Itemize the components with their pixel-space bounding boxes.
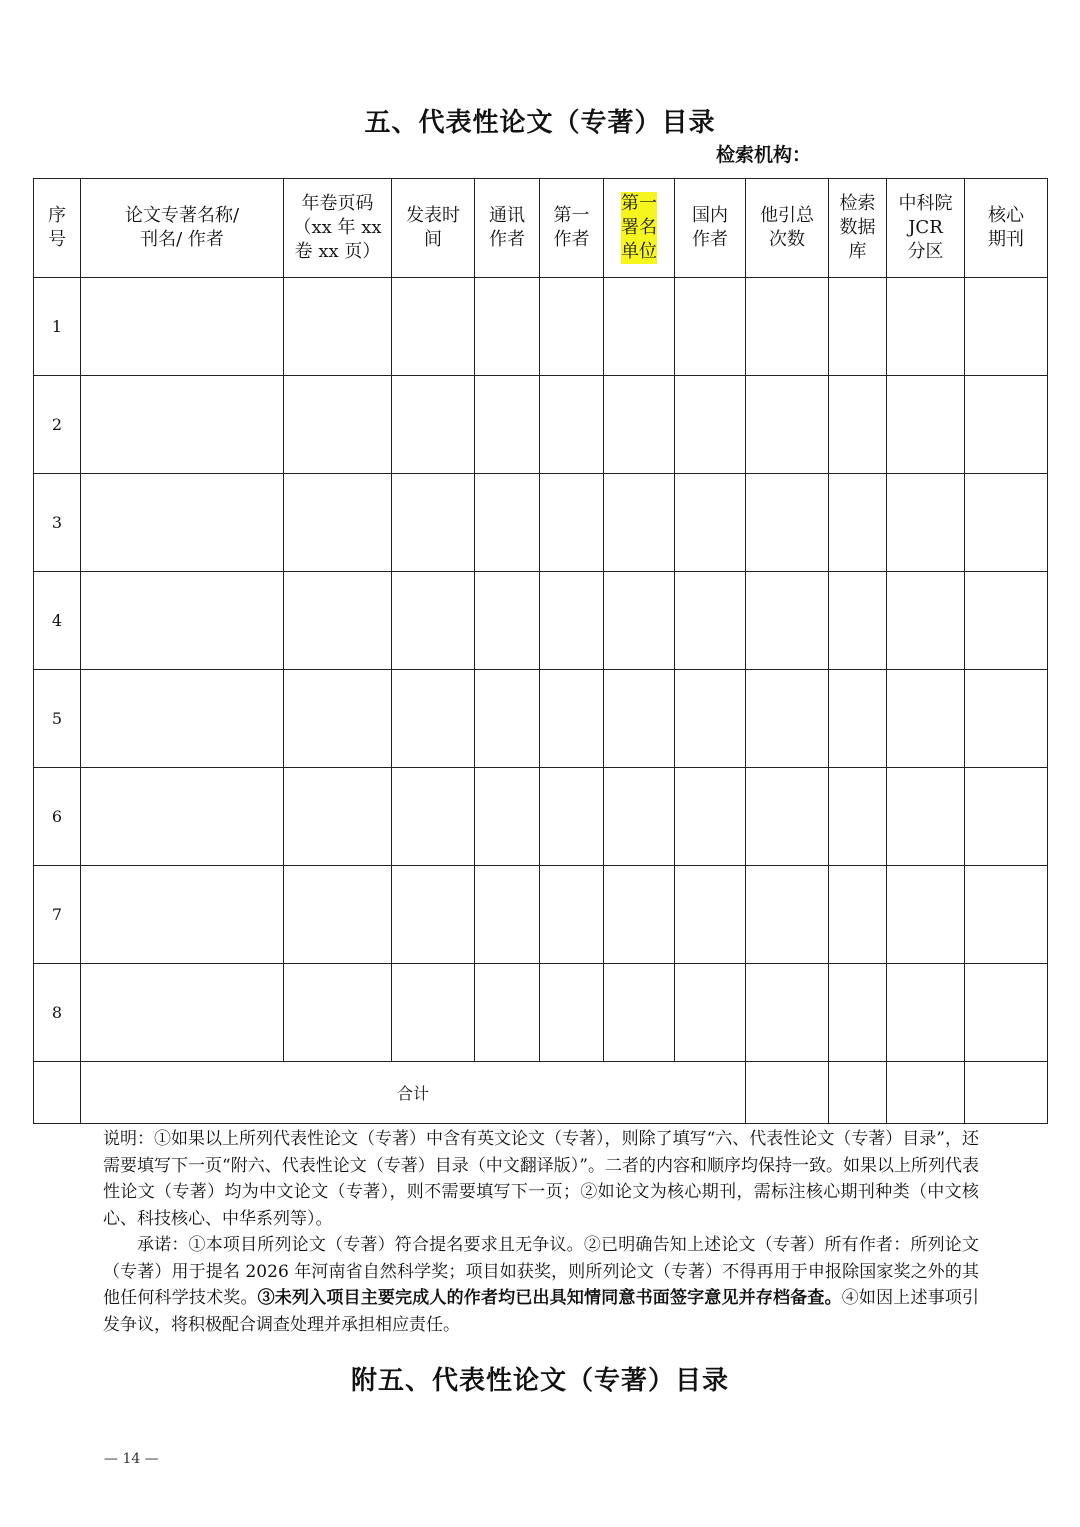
header-core-journal: 核心 期刊 <box>965 179 1048 278</box>
table-cell[interactable] <box>475 964 540 1062</box>
promise-text-3: ④如因上述事项引发争议，将积极配合调查处理并承担相应责任。 <box>103 1288 980 1335</box>
table-cell[interactable] <box>829 866 887 964</box>
table-cell[interactable] <box>887 474 965 572</box>
table-cell[interactable] <box>81 278 284 376</box>
table-row <box>34 278 1048 376</box>
promise-text-bold: ③未列入项目主要完成人的作者均已出具知情同意书面签字意见并存档备查。 <box>257 1288 842 1308</box>
table-cell[interactable] <box>81 474 284 572</box>
table-cell[interactable] <box>284 572 392 670</box>
table-cell[interactable] <box>540 474 604 572</box>
table-cell[interactable] <box>284 278 392 376</box>
header-corresponding-author: 通讯 作者 <box>475 179 540 278</box>
table-row <box>34 376 1048 474</box>
table-cell[interactable] <box>604 474 675 572</box>
table-cell[interactable] <box>604 768 675 866</box>
table-cell[interactable] <box>604 670 675 768</box>
row-number: 6 <box>34 768 81 866</box>
table-cell[interactable] <box>965 964 1048 1062</box>
header-database: 检索 数据 库 <box>829 179 887 278</box>
table-cell[interactable] <box>81 572 284 670</box>
table-cell[interactable] <box>887 768 965 866</box>
table-cell[interactable] <box>475 866 540 964</box>
table-cell[interactable] <box>887 670 965 768</box>
search-agency-label: 检索机构： <box>716 144 812 166</box>
table-cell[interactable] <box>475 376 540 474</box>
row-number: 8 <box>34 964 81 1062</box>
notes-section <box>103 1126 979 1338</box>
header-seq: 序 号 <box>34 179 81 278</box>
table-cell[interactable] <box>746 768 829 866</box>
table-cell[interactable] <box>475 768 540 866</box>
papers-table <box>33 178 1048 1124</box>
header-publish-time: 发表时 间 <box>392 179 475 278</box>
table-cell[interactable] <box>965 768 1048 866</box>
table-cell[interactable] <box>81 964 284 1062</box>
table-cell[interactable] <box>675 572 746 670</box>
table-cell[interactable] <box>829 572 887 670</box>
table-cell[interactable] <box>284 376 392 474</box>
table-cell[interactable] <box>675 278 746 376</box>
table-cell[interactable] <box>965 572 1048 670</box>
table-cell[interactable] <box>965 474 1048 572</box>
table-cell[interactable] <box>675 474 746 572</box>
total-cell[interactable] <box>829 1062 887 1124</box>
table-body <box>34 278 1048 1124</box>
table-cell[interactable] <box>392 866 475 964</box>
page-title: 五、代表性论文（专著）目录 <box>364 108 716 138</box>
header-domestic-author: 国内 作者 <box>675 179 746 278</box>
table-cell[interactable] <box>829 768 887 866</box>
table-cell[interactable] <box>675 670 746 768</box>
header-title: 论文专著名称/ 刊名/ 作者 <box>81 179 284 278</box>
table-cell[interactable] <box>965 670 1048 768</box>
highlighted-header: 第一 署名 单位 <box>621 193 657 262</box>
table-cell <box>34 1062 81 1124</box>
table-cell[interactable] <box>604 278 675 376</box>
table-cell[interactable] <box>81 768 284 866</box>
table-cell[interactable] <box>829 670 887 768</box>
row-number: 2 <box>34 376 81 474</box>
explanation-note: 说明：①如果以上所列代表性论文（专著）中含有英文论文（专著），则除了填写“六、代表性论文（专著）目录”，还需要填写下一页“附六、代表性论文（专著）目录（中文翻译版）”。二者的内容和顺序均保持一致。如果以上所列代表性论文（专著）均为中文论文（专著），则不需要填写下一页；②如论文为核心期刊，需标注核心期刊种类（中文核心、科技核心、中华系列等）。 <box>103 1129 979 1229</box>
table-cell[interactable] <box>392 964 475 1062</box>
table-cell[interactable] <box>746 670 829 768</box>
table-cell[interactable] <box>284 866 392 964</box>
total-row <box>34 1062 1048 1124</box>
header-citations: 他引总 次数 <box>746 179 829 278</box>
table-cell[interactable] <box>604 964 675 1062</box>
table-cell[interactable] <box>887 572 965 670</box>
total-cell[interactable] <box>887 1062 965 1124</box>
table-cell[interactable] <box>392 376 475 474</box>
table-cell[interactable] <box>829 474 887 572</box>
table-cell[interactable] <box>540 670 604 768</box>
page-number: — 14 — <box>104 1451 159 1467</box>
table-cell[interactable] <box>540 964 604 1062</box>
table-cell[interactable] <box>392 278 475 376</box>
table-cell[interactable] <box>887 866 965 964</box>
table-cell[interactable] <box>475 278 540 376</box>
table-cell[interactable] <box>829 376 887 474</box>
table-cell[interactable] <box>965 278 1048 376</box>
row-number: 1 <box>34 278 81 376</box>
total-cell[interactable] <box>746 1062 829 1124</box>
header-jcr-zone: 中科院 JCR 分区 <box>887 179 965 278</box>
table-row <box>34 474 1048 572</box>
table-cell[interactable] <box>829 964 887 1062</box>
header-first-affiliation <box>604 179 675 278</box>
table-cell[interactable] <box>540 376 604 474</box>
row-number: 3 <box>34 474 81 572</box>
table-cell[interactable] <box>540 278 604 376</box>
table-row <box>34 572 1048 670</box>
table-cell[interactable] <box>604 376 675 474</box>
table-cell[interactable] <box>675 376 746 474</box>
table-cell[interactable] <box>392 474 475 572</box>
table-cell[interactable] <box>475 670 540 768</box>
table-cell[interactable] <box>675 964 746 1062</box>
table-cell[interactable] <box>81 866 284 964</box>
table-cell[interactable] <box>540 768 604 866</box>
table-row <box>34 964 1048 1062</box>
row-number: 5 <box>34 670 81 768</box>
table-cell[interactable] <box>746 376 829 474</box>
appendix-title: 附五、代表性论文（专著）目录 <box>350 1366 729 1396</box>
table-cell[interactable] <box>81 376 284 474</box>
table-cell[interactable] <box>746 866 829 964</box>
table-cell[interactable] <box>475 572 540 670</box>
table-cell[interactable] <box>392 572 475 670</box>
header-first-author: 第一 作者 <box>540 179 604 278</box>
table-cell[interactable] <box>675 768 746 866</box>
row-number: 7 <box>34 866 81 964</box>
header-year-volume-page: 年卷页码 （xx 年 xx 卷 xx 页） <box>284 179 392 278</box>
table-cell[interactable] <box>604 866 675 964</box>
table-cell[interactable] <box>887 964 965 1062</box>
table-row <box>34 670 1048 768</box>
promise-note <box>103 1232 979 1338</box>
promise-text-1: 承诺：①本项目所列论文（专著）符合提名要求且无争议。②已明确告知上述论文（专著）所有作者：所列论文（专著）用于提名 2026 年河南省自然科学奖；项目如获奖，则所列论文（专著）不得再用于申报除国家奖之外的其他任何科学技术奖。 <box>103 1235 979 1308</box>
table-cell[interactable] <box>746 474 829 572</box>
table-row <box>34 866 1048 964</box>
total-cell[interactable] <box>965 1062 1048 1124</box>
table-cell[interactable] <box>284 474 392 572</box>
table-cell[interactable] <box>540 866 604 964</box>
table-cell[interactable] <box>475 474 540 572</box>
table-header-row <box>34 179 1048 278</box>
row-number: 4 <box>34 572 81 670</box>
total-label: 合计 <box>81 1062 746 1124</box>
table-cell[interactable] <box>746 278 829 376</box>
table-cell[interactable] <box>604 572 675 670</box>
table-cell[interactable] <box>829 278 887 376</box>
table-cell[interactable] <box>887 376 965 474</box>
table-cell[interactable] <box>284 768 392 866</box>
table-cell[interactable] <box>965 866 1048 964</box>
table-cell[interactable] <box>540 572 604 670</box>
table-cell[interactable] <box>81 670 284 768</box>
table-cell[interactable] <box>284 964 392 1062</box>
table-cell[interactable] <box>392 768 475 866</box>
table-row <box>34 768 1048 866</box>
search-agency-field <box>716 140 971 167</box>
table-cell[interactable] <box>284 670 392 768</box>
table-cell[interactable] <box>392 670 475 768</box>
table-cell[interactable] <box>746 964 829 1062</box>
table-cell[interactable] <box>746 572 829 670</box>
table-cell[interactable] <box>675 866 746 964</box>
table-cell[interactable] <box>965 376 1048 474</box>
table-cell[interactable] <box>887 278 965 376</box>
